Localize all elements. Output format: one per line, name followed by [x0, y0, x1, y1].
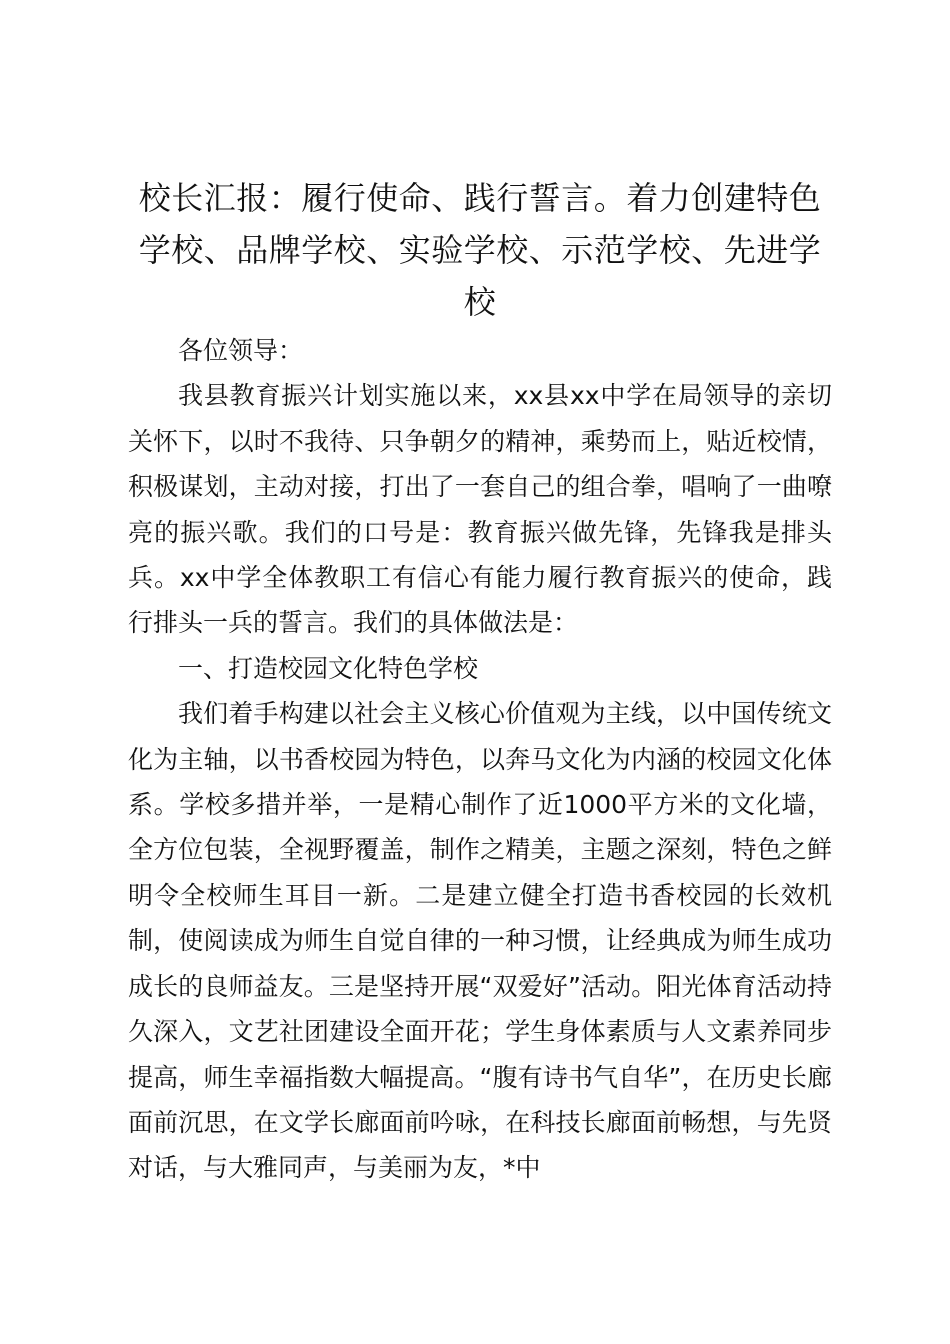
salutation: 各位领导： — [178, 336, 304, 365]
intro-paragraph: 我县教育振兴计划实施以来，xx县xx中学在局领导的亲切关怀下，以时不我待、只争朝夕的精神，乘势而上，贴近校情，积极谋划，主动对接，打出了一套自己的组合拳，唱响了一曲嘹亮的振兴歌。我们的口号是：教育振兴做先锋，先锋我是排头兵。xx中学全体教职工有信心有能力履行教育振兴的使命，践行排头一兵的誓言。我们的具体做法是： — [128, 381, 832, 638]
document-title: 校长汇报：履行使命、践行誓言。着力创建特色学校、品牌学校、实验学校、示范学校、先进学校 — [138, 179, 822, 321]
document-body — [128, 328, 832, 1191]
section-heading: 一、打造校园文化特色学校 — [178, 653, 479, 683]
section-paragraph: 我们着手构建以社会主义核心价值观为主线，以中国传统文化为主轴，以书香校园为特色，以奔马文化为内涵的校园文化体系。学校多措并举，一是精心制作了近1000平方米的文化墙，全方位包装，全视野覆盖，制作之精美，主题之深刻，特色之鲜明令全校师生耳目一新。二是建立健全打造书香校园的长效机制，使阅读成为师生自觉自律的一种习惯，让经典成为师生成功成长的良师益友。三是坚持开展“双爱好”活动。阳光体育活动持久深入，文艺社团建设全面开花；学生身体素质与人文素养同步提高，师生幸福指数大幅提高。“腹有诗书气自华”，在历史长廊面前沉思，在文学长廊面前吟咏，在科技长廊面前畅想，与先贤对话，与大雅同声，与美丽为友，*中 — [128, 699, 832, 1183]
